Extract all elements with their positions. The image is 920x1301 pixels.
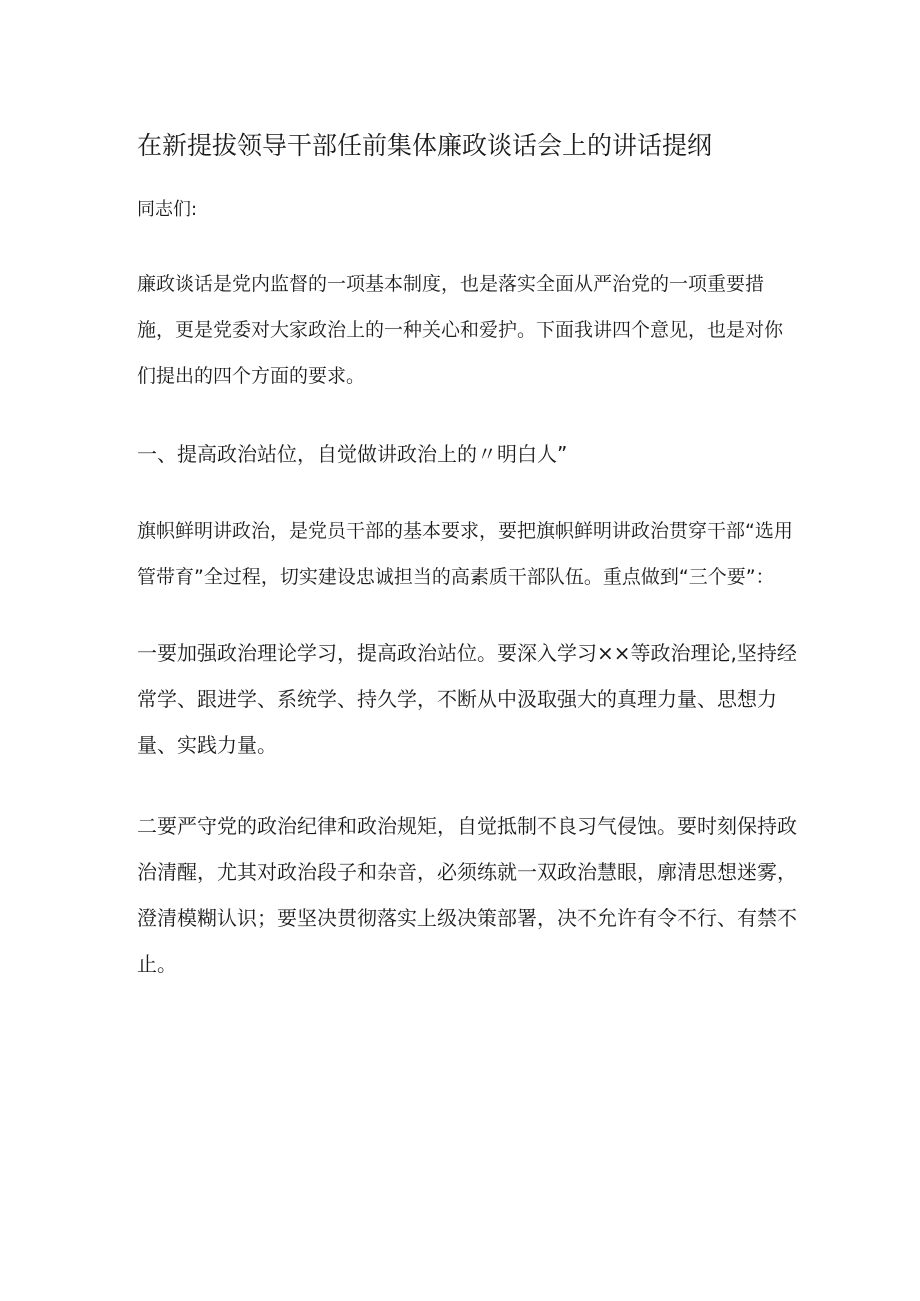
paragraph-second-requirement: 二要严守党的政治纪律和政治规矩，自觉抵制不良习气侵蚀。要时刻保持政治清醒，尤其对政治段子和杂音，必须练就一双政治慧眼，廓清思想迷雾，澄清模糊认识；要坚决贯彻落实上级决策部署，决不允许有令不行、有禁不止。 — [137, 814, 797, 976]
document-title: 在新提拔领导干部任前集体廉政谈话会上的讲话提纲 — [137, 131, 713, 160]
paragraph-first-requirement: 一要加强政治理论学习，提高政治站位。要深入学习××等政治理论,坚持经常学、跟进学、系统学、持久学，不断从中汲取强大的真理力量、思想力量、实践力量。 — [137, 641, 797, 757]
paragraph-flag: 旗帜鲜明讲政治，是党员干部的基本要求，要把旗帜鲜明讲政治贯穿干部“选用管带育”全过程，切实建设忠诚担当的高素质干部队伍。重点做到“三个要”： — [137, 520, 793, 588]
greeting: 同志们: — [137, 199, 198, 220]
paragraph-intro: 廉政谈话是党内监督的一项基本制度，也是落实全面从严治党的一项重要措施，更是党委对大家政治上的一种关心和爱护。下面我讲四个意见，也是对你们提出的四个方面的要求。 — [137, 273, 784, 387]
section-heading-1: 一、提高政治站位，自觉做讲政治上的〃明白人” — [137, 442, 568, 466]
